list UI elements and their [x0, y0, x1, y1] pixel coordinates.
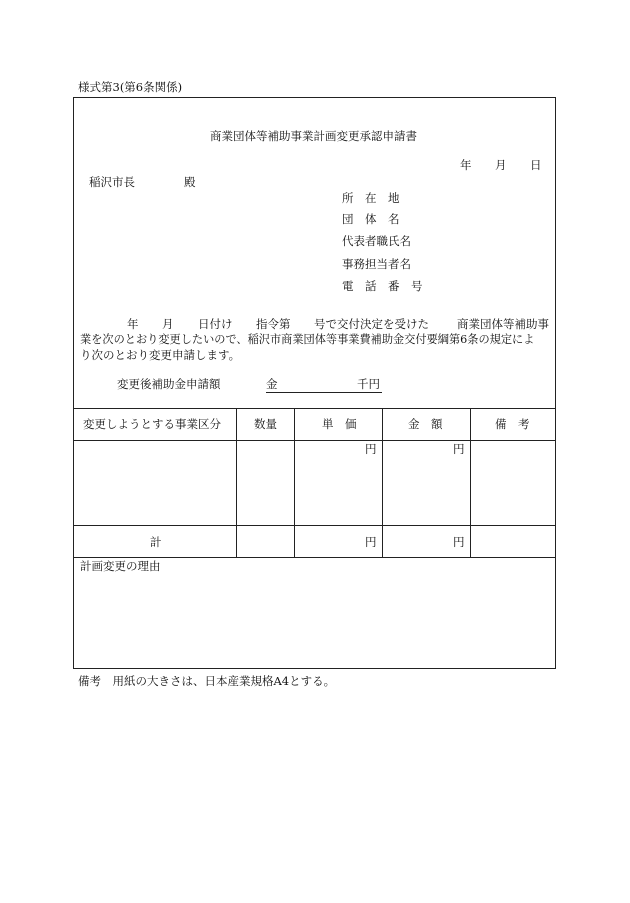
header-category: 変更しようとする事業区分 [83, 417, 221, 431]
body-month: 月 [162, 317, 174, 331]
date-year: 年 [460, 158, 472, 172]
field-organization: 団 体 名 [342, 212, 400, 226]
amount-yen: 円 [453, 442, 465, 456]
body-line-2: 業を次のとおり変更したいので、稲沢市商業団体等事業費補助金交付要綱第6条の規定によ [80, 333, 535, 346]
table-bottom-rule [73, 557, 556, 558]
body-year: 年 [127, 317, 139, 331]
body-line-3: り次のとおり変更申請します。 [80, 348, 241, 362]
amount-prefix: 金 [266, 377, 278, 391]
field-contact-person: 事務担当者名 [342, 257, 411, 271]
header-unit-price: 単 価 [322, 417, 357, 431]
table-col-divider [382, 408, 383, 557]
amount-label: 変更後補助金申請額 [117, 377, 221, 391]
addressee-name: 稲沢市長 [89, 175, 135, 189]
header-remarks: 備 考 [495, 417, 530, 431]
table-col-divider [470, 408, 471, 557]
total-amount-yen: 円 [453, 535, 465, 549]
body-decision: 号で交付決定を受けた [314, 317, 429, 331]
table-col-divider [294, 408, 295, 557]
header-quantity: 数量 [254, 417, 277, 431]
body-directive: 指令第 [256, 317, 291, 331]
total-label: 計 [150, 535, 162, 549]
body-day: 日付け [198, 317, 233, 331]
unit-price-yen: 円 [365, 442, 377, 456]
field-representative: 代表者職氏名 [342, 234, 411, 248]
form-label: 様式第3(第6条関係) [78, 80, 183, 94]
table-col-divider [236, 408, 237, 557]
field-phone: 電 話 番 号 [342, 279, 423, 293]
table-top-rule [73, 408, 556, 409]
table-total-rule [73, 525, 556, 526]
amount-underline [266, 392, 382, 393]
addressee-honorific: 殿 [184, 175, 196, 189]
total-unit-price-yen: 円 [365, 535, 377, 549]
date-month: 月 [495, 158, 507, 172]
form-title: 商業団体等補助事業計画変更承認申請書 [210, 129, 417, 143]
table-header-rule [73, 440, 556, 441]
header-amount: 金 額 [408, 417, 443, 431]
footnote: 備考 用紙の大きさは、日本産業規格A4とする。 [78, 674, 336, 688]
amount-unit: 千円 [357, 377, 380, 391]
body-project: 商業団体等補助事 [457, 317, 549, 331]
date-day: 日 [530, 158, 542, 172]
reason-label: 計画変更の理由 [80, 559, 161, 573]
field-address: 所 在 地 [342, 191, 400, 205]
